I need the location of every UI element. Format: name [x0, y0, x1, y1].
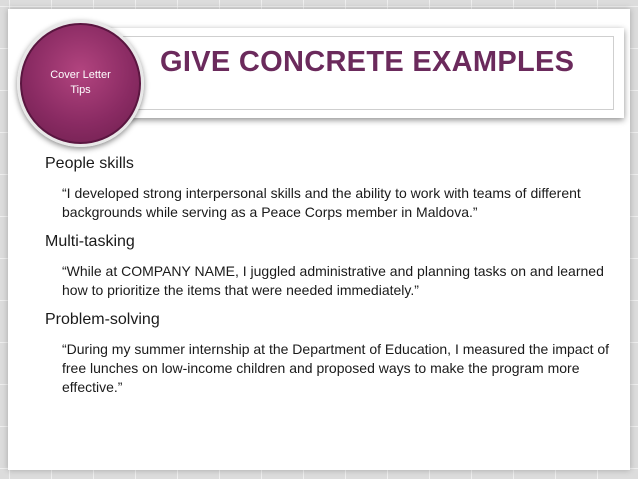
content-body — [45, 154, 615, 407]
cover-letter-tips-badge — [17, 20, 144, 147]
section-quote: “While at COMPANY NAME, I juggled administrative and planning tasks on and learned how to prioritize the items that were needed immediately.” — [62, 263, 604, 298]
section-quote: “I developed strong interpersonal skills and the ability to work with teams of different backgrounds while serving as a Peace Corps member in Maldova.” — [62, 185, 581, 220]
section-multi-tasking — [45, 232, 615, 300]
section-heading: Problem-solving — [45, 311, 160, 328]
badge-line-2: Tips — [70, 84, 91, 96]
slide — [8, 9, 630, 470]
page-title: GIVE CONCRETE EXAMPLES — [160, 46, 575, 78]
section-heading: People skills — [45, 155, 134, 172]
section-heading: Multi-tasking — [45, 233, 135, 250]
title-bar — [80, 28, 624, 118]
section-problem-solving — [45, 310, 615, 397]
section-people-skills — [45, 154, 615, 222]
badge-text — [20, 68, 141, 98]
section-quote: “During my summer internship at the Department of Education, I measured the impact of free lunches on low-income children and proposed ways to make the program more effective.” — [62, 341, 610, 395]
badge-line-1: Cover Letter — [50, 69, 111, 81]
